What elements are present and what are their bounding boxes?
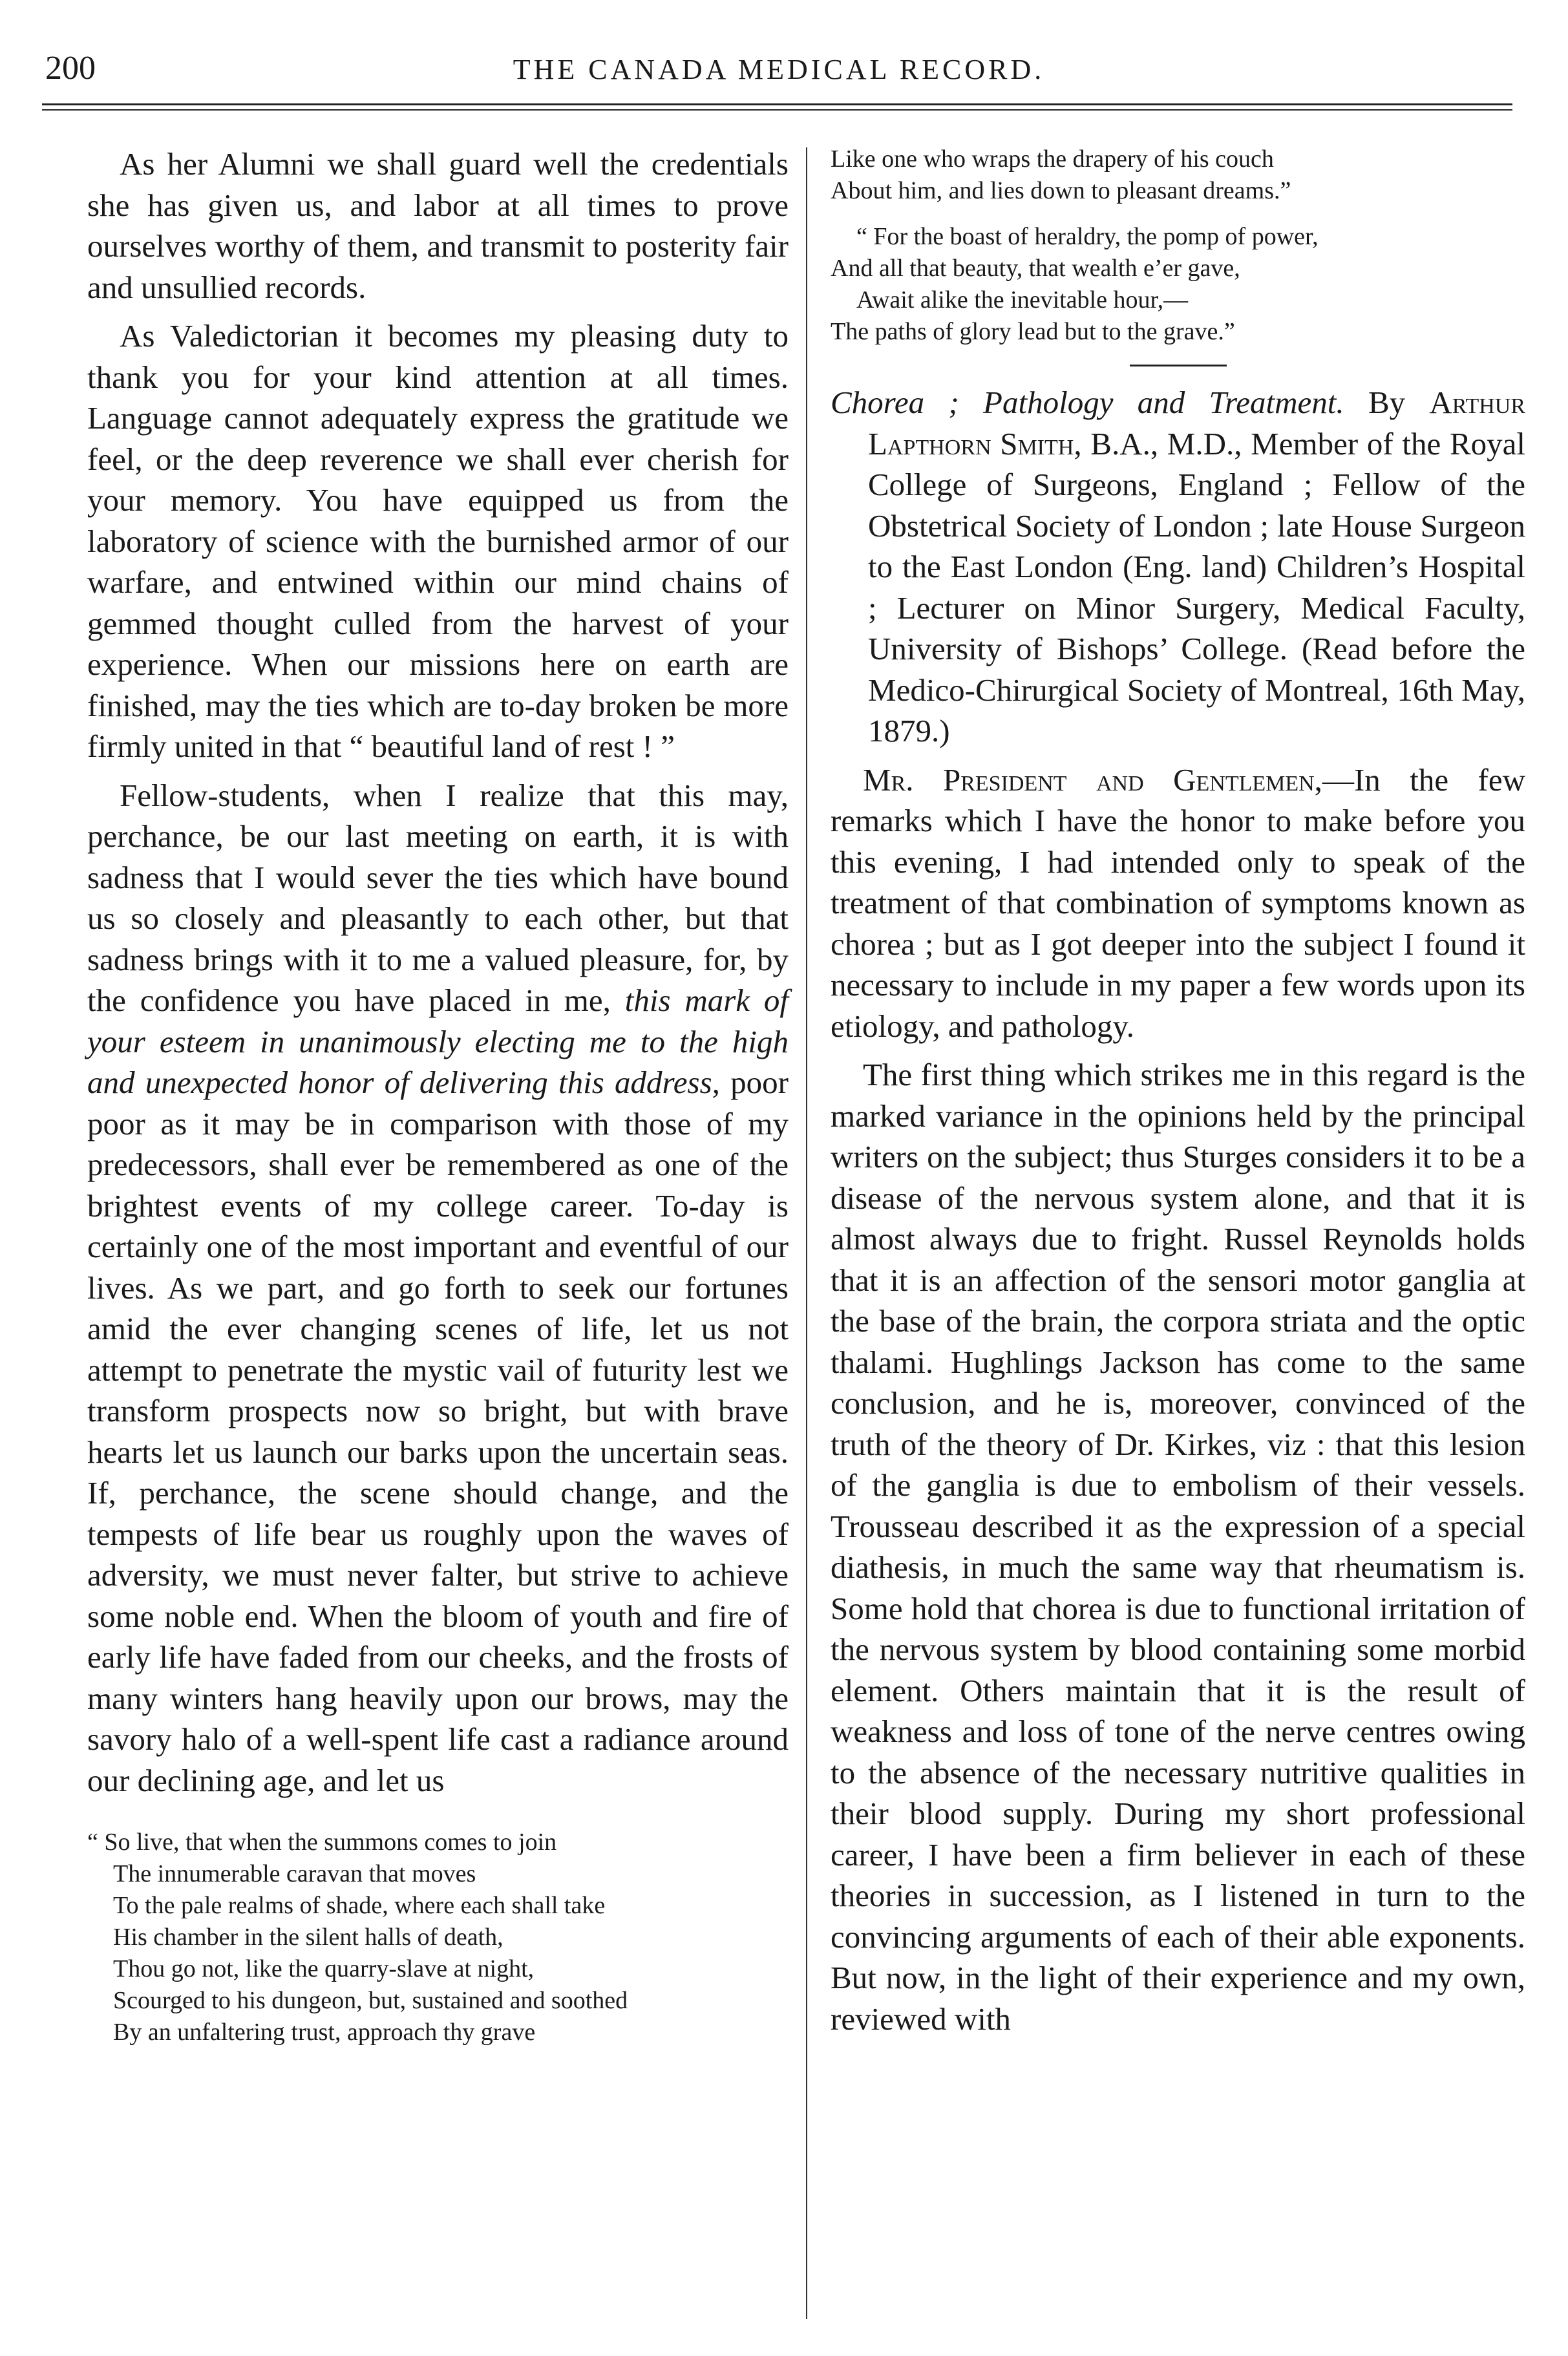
right-column [831,143,1525,2039]
verse-line: “ For the boast of heraldry, the pomp of power, [856,223,1319,250]
paragraph: As Valedictorian it becomes my pleasing duty to thank you for your kind attention at all times. Language cannot adequately express the gratitude we feel, or the deep reverence we shall ever cherish for your memory. You have equipped us from the laboratory of science with the burnished armor of our warfare, and entwined within our mind chains of gemmed thought culled from the harvest of your experience. When our missions here on earth are finished, may the ties which are to-day broken be more firmly united in that “ beautiful land of rest ! ” [87,318,789,764]
section-rule [1130,365,1227,366]
author-credentials: , B.A., M.D., Member of the Royal College of Surgeons, England ; Fellow of the Obstetrical Society of London ; late House Surgeon to the East London (Eng. land) Children’s Hospital ; Lecturer on Minor Surgery, Medical Faculty, University of Bishops’ College. (Read before the Medico-Chirurgical Society of Montreal, 16th May, 1879.) [868,425,1525,748]
paragraph: The first thing which strikes me in this regard is the marked variance in the opinions held by the principal writers on the subject; thus Sturges considers it to be a disease of the nervous system alone, and that it is almost always due to fright. Russel Reynolds holds that it is an affection of the sensori motor ganglia at the base of the brain, the corpora striata and the optic thalami. Hughlings Jackson has come to the same conclusion, and he is, moreover, convinced of the truth of the theory of Dr. Kirkes, viz : that this lesion of the ganglia is due to embolism of their vessels. Trousseau described it as the expression of a special diathesis, in much the same way that rheumatism is. Some hold that chorea is due to functional irritation of the nervous system by blood containing some morbid element. Others maintain that it is the result of weakness and loss of tone of the nerve centres owing to the absence of the necessary nutritive qualities in their blood supply. During my short professional career, I have been a firm believer in each of these theories in succession, as I listened in turn to the convincing arguments of each of their able exponents. But now, in the light of their experience and my own, reviewed with [831,1057,1525,2037]
page-number: 200 [45,50,96,87]
left-column [87,143,789,2048]
verse-line: Like one who wraps the drapery of his couch [831,145,1274,173]
verse-line: Await alike the inevitable hour,— [856,286,1189,313]
verse-line: Thou go not, like the quarry-slave at night, [113,1955,535,1982]
poem-quotation [87,1827,789,2048]
verse-line: His chamber in the silent halls of death, [113,1924,503,1951]
article-title: Chorea ; Pathology and Treatment. [831,385,1344,420]
article-heading [831,382,1525,752]
poem-quotation [831,221,1525,348]
verse-line: Scourged to his dungeon, but, sustained and soothed [113,1987,628,2014]
verse-line: “ So live, that when the summons comes to join [87,1829,557,1856]
verse-line: About him, and lies down to pleasant dreams.” [831,177,1291,204]
running-head: THE CANADA MEDICAL RECORD. [513,54,1045,85]
paragraph [831,759,1525,1047]
salutation: Mr. President and Gentlemen, [863,761,1322,798]
page-header [39,45,1519,90]
italic-phrase: this mark of your esteem in unanimously electing me to the high and unexpected honor of delivering this address, [87,982,789,1100]
poem-continuation [831,143,1525,348]
paragraph-text: —In the few remarks which I have the honor to make before you this evening, I had intended only to speak of the treatment of that combination of symptoms known as chorea ; but as I got deeper into the subject I found it necessary to include in my paper a few words upon its etiology, and pathology. [831,761,1525,1044]
column-divider [806,147,807,2319]
by-text: By [1344,385,1430,420]
verse-line: To the pale realms of shade, where each shall take [113,1892,606,1919]
paragraph: As her Alumni we shall guard well the credentials she has given us, and labor at all times to prove ourselves worthy of them, and transmit to posterity fair and unsullied records. [87,146,789,305]
article-author: Arthur Lapthorn Smith [868,385,1525,462]
verse-line: And all that beauty, that wealth e’er gave, [831,255,1240,282]
header-rule [42,103,1512,111]
verse-line: The paths of glory lead but to the grave.” [831,318,1235,345]
paragraph-text: Fellow-students, when I realize that this may, perchance, be our last meeting on earth, it is with sadness that I would sever the ties which have bound us so closely and pleasantly to each other, but that sadness brings with it to me a valued pleasure, for, by the confidence you have placed in me, [87,777,789,1018]
verse-line: The innumerable caravan that moves [113,1860,476,1887]
verse-line: By an unfaltering trust, approach thy grave [113,2019,536,2046]
paragraph-text: poor poor as it may be in comparison with those of my predecessors, shall ever be remembered as one of the brightest events of my college career. To-day is certainly one of the most important and eventful of our lives. As we part, and go forth to seek our fortunes amid the ever changing scenes of life, let us not attempt to penetrate the mystic vail of futurity lest we transform prospects now so bright, but with brave hearts let us launch our barks upon the uncertain seas. If, perchance, the scene should change, and the tempests of life bear us roughly upon the waves of adversity, we must never falter, but strive to achieve some noble end. When the bloom of youth and fire of early life have faded from our cheeks, and the frosts of many winters hang heavily upon our brows, may the savory halo of a well-spent life cast a radiance around our declining age, and let us [87,1065,789,1798]
paragraph [87,775,789,1801]
